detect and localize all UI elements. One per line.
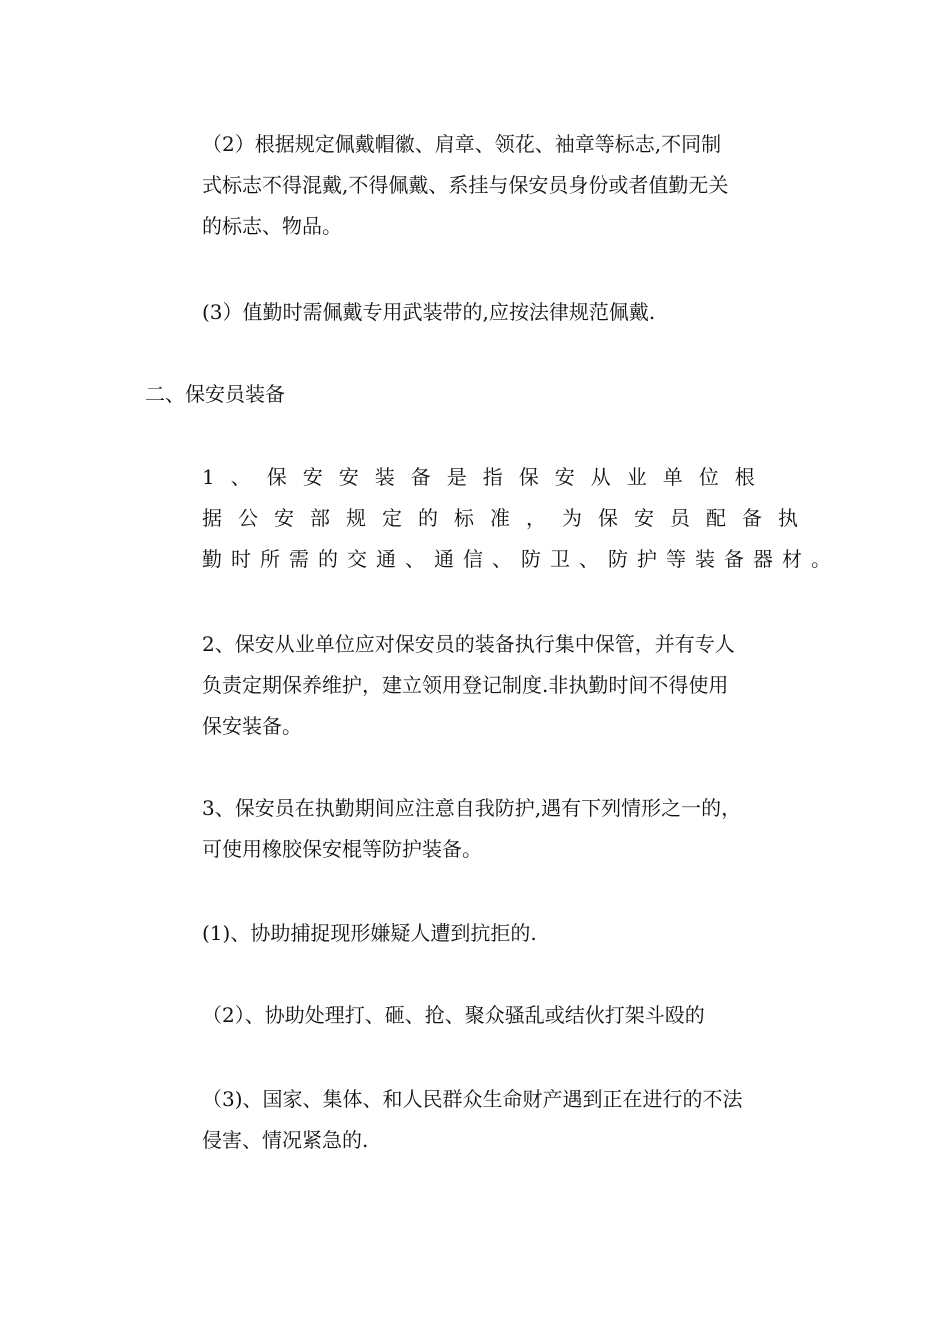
text-line: 3、保安员在执勤期间应注意自我防护,遇有下列情形之一的， [202,796,742,820]
list-item-2 [202,995,812,1036]
paragraph-equipment-definition [202,457,840,580]
text-line: （2）根据规定佩戴帽徽、肩章、领花、袖章等标志,不同制 [202,132,722,156]
text-line: 据公安部规定的标准，为保安员配备执 [202,506,814,530]
text-line: (1)、协助捕捉现形嫌疑人遭到抗拒的. [202,921,537,945]
text-line: （3)、国家、集体、和人民群众生命财产遇到正在进行的不法 [202,1087,743,1111]
text-line: 侵害、情况紧急的. [202,1128,369,1152]
text-line: 1、保安安装备是指保安从业单位根 [202,465,771,489]
text-line: 2、保安从业单位应对保安员的装备执行集中保管，并有专人 [202,632,735,656]
text-line: 可使用橡胶保安棍等防护装备。 [202,837,482,861]
text-line: 负责定期保养维护，建立领用登记制度.非执勤时间不得使用 [202,673,729,697]
section-heading: 二、保安员装备 [145,382,285,406]
list-item-3 [202,1079,812,1161]
paragraph-equipment-storage [202,624,812,747]
text-line: （2）、协助处理打、砸、抢、聚众骚乱或结伙打架斗殴的 [202,1003,705,1027]
text-line: 的标志、物品。 [202,214,342,238]
paragraph-self-protection [202,788,812,870]
paragraph-armed-belt [202,292,812,333]
paragraph-insignia-rules [202,124,812,247]
text-line: 保安装备。 [202,714,302,738]
text-line: (3）值勤时需佩戴专用武装带的,应按法律规范佩戴. [202,300,656,324]
text-line: 式标志不得混戴,不得佩戴、系挂与保安员身份或者值勤无关 [202,173,729,197]
text-line: 勤时所需的交通、通信、防卫、防护等装备器材。 [202,547,840,571]
list-item-1 [202,913,812,954]
